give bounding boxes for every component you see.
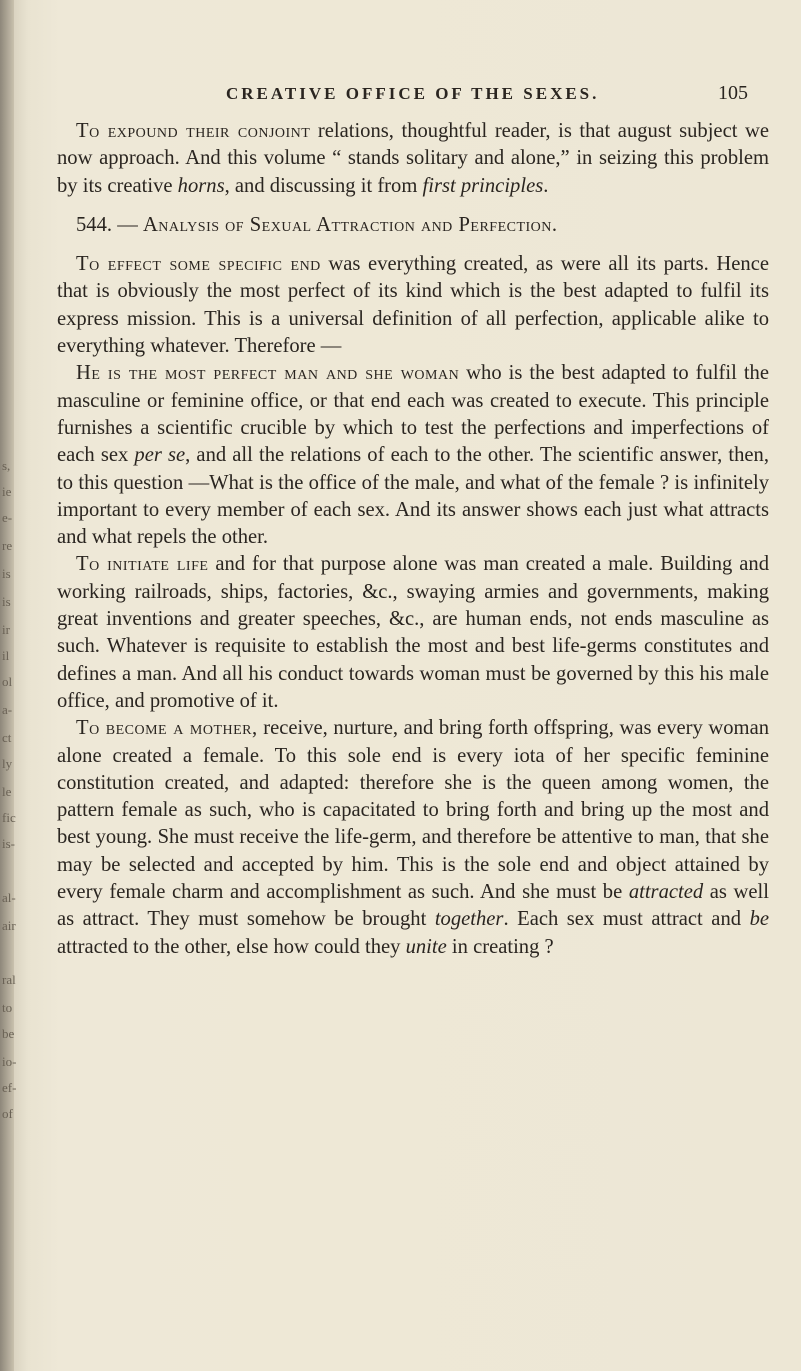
margin-fragment: ly (2, 756, 13, 771)
margin-fragment: le (2, 784, 12, 799)
paragraph (57, 551, 769, 715)
margin-fragment: is- (2, 836, 15, 851)
section-heading (57, 212, 769, 239)
italic-run: unite (405, 935, 447, 958)
italic-run: horns (177, 174, 225, 197)
text-run: as well as attract. They must somehow be brought (57, 881, 769, 931)
lead-caps: To initiate life (76, 553, 209, 576)
margin-fragment: re (2, 538, 13, 553)
text-run: , and all the relations of each to the other. The scientific answer, then, to this question —What is the office of the male, and what of the female ? is infinitely important to every member of each sex. And its answer shows each just what attracts and what repels the other. (57, 444, 770, 549)
lead-caps: To become a mother, (76, 717, 258, 740)
page-number: 105 (718, 82, 748, 104)
margin-fragment: ral (2, 972, 16, 987)
margin-fragment: a- (2, 702, 13, 717)
italic-run: attracted (628, 881, 704, 904)
text-run: relations, thoughtful reader, is that august subject we now approach. And this volume “ stands solitary and alone,” in seizing this problem by its creative (57, 120, 769, 197)
italic-run: be (749, 908, 769, 931)
paragraph (57, 715, 769, 961)
margin-fragment: ef- (2, 1080, 17, 1095)
paragraph (57, 360, 769, 551)
margin-fragment: ir (2, 622, 10, 637)
body-text (57, 118, 769, 961)
margin-fragment: air (2, 918, 16, 933)
margin-fragment: s, (2, 458, 11, 473)
margin-fragment: of (2, 1106, 13, 1121)
margin-fragment: is (2, 566, 11, 581)
text-run: and for that purpose alone was man created a male. Building and working railroads, ships, factories, &c., swaying armies and governments, making great inventions and greater speeches, &c., are human ends, not ends masculine as such. Whatever is requisite to establish the most and best life-germs constitutes and defines a man. And all his conduct towards woman must be governed by this his male office, and promotive of it. (57, 553, 769, 712)
margin-fragment: io- (2, 1054, 17, 1069)
text-run: . Each sex must attract and (503, 908, 750, 931)
running-head: CREATIVE OFFICE OF THE SEXES. (226, 84, 600, 103)
lead-caps: To expound their conjoint (76, 120, 311, 142)
margin-fragment: is (2, 594, 11, 609)
margin-fragment: be (2, 1026, 15, 1041)
intro-paragraph (57, 118, 769, 200)
section-number: 544. — (76, 213, 138, 236)
italic-run: per se (134, 444, 186, 467)
italic-run: together (434, 908, 504, 931)
margin-fragment: ol (2, 674, 13, 689)
text-run: . (543, 174, 549, 197)
text-run: attracted to the other, else how could they (57, 935, 406, 958)
text-run: , and discussing it from (224, 174, 423, 197)
text-run: was everything created, as were all its parts. Hence that is obviously the most perfect of its kind which is the best adapted to fulfil its express mission. This is a universal definition of all perfection, applicable alike to everything whatever. Therefore — (57, 253, 769, 358)
margin-fragment: al- (2, 890, 16, 905)
section-title: Analysis of Sexual Attraction and Perfection. (142, 213, 558, 236)
margin-fragment: to (2, 1000, 13, 1015)
margin-fragment: ct (2, 730, 12, 745)
margin-fragment: il (2, 648, 10, 663)
text-run: who is the best adapted to fulfil the masculine or feminine office, or that end each was created to execute. This principle furnishes a scientific crucible by which to test the perfections and imperfections of each sex (57, 362, 769, 467)
margin-fragment: ie (2, 484, 12, 499)
lead-caps: To effect some specific end (76, 253, 321, 276)
italic-run: first principles (422, 174, 544, 197)
margin-fragment: fic (2, 810, 16, 825)
margin-fragment: e- (2, 510, 13, 525)
text-run: receive, nurture, and bring forth offspring, was every woman alone created a female. To this sole end is every iota of her specific feminine constitution created, and adapted: therefore she is the queen among women, the pattern female as such, who is capacitated to bring forth and bring up the most and best young. She must receive the life-germ, and therefore be attentive to man, that she may be selected and accepted by him. This is the sole end and object attained by every female charm and accomplishment as such. And she must be (57, 717, 770, 904)
text-run: in creating ? (446, 935, 554, 958)
paragraph (57, 251, 769, 360)
lead-caps: He is the most perfect man and she woman (76, 362, 460, 385)
